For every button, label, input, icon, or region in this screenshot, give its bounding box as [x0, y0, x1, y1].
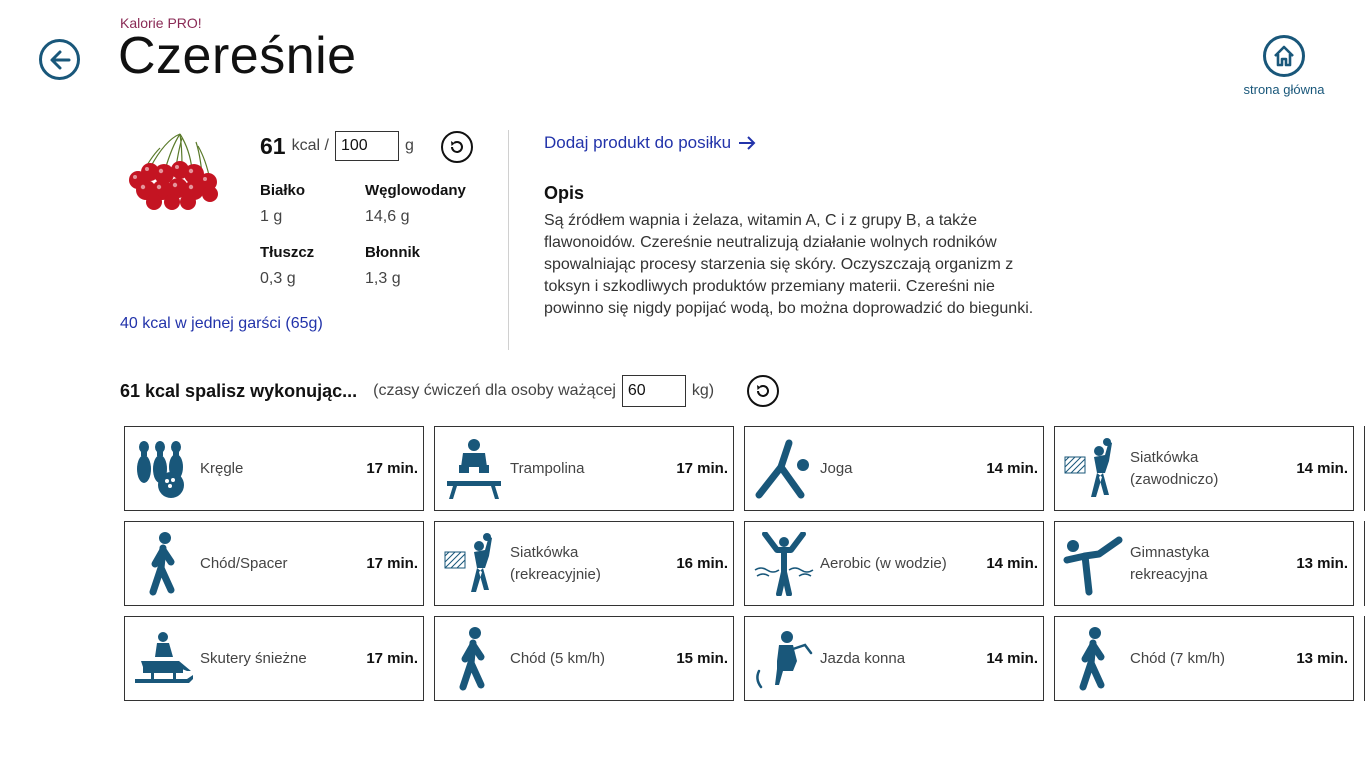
exercise-tile-bowling[interactable]: [124, 426, 424, 511]
nutrient-value-fat: 0,3 g: [260, 270, 296, 287]
nutrient-value-protein: 1 g: [260, 208, 283, 225]
volleyball-icon: [443, 532, 505, 596]
weight-prefix: (czasy ćwiczeń dla osoby ważącej: [373, 382, 616, 399]
description-heading: Opis: [544, 183, 585, 203]
exercise-name: Gimnastyka rekreacyjna: [1130, 543, 1210, 583]
gymnastics-icon: [1063, 532, 1125, 596]
yoga-icon: [753, 437, 815, 501]
trampoline-icon: [443, 437, 505, 501]
exercise-time: 14 min.: [986, 650, 1038, 667]
exercise-time: 17 min.: [366, 460, 418, 477]
nutrient-label-fat: Tłuszcz: [260, 244, 315, 261]
nutrient-label-carbs: Węglowodany: [365, 182, 466, 199]
reset-portion-button[interactable]: [441, 131, 473, 163]
exercise-tile-water-aerobics[interactable]: [744, 521, 1044, 606]
refresh-icon: [754, 382, 772, 400]
nutrient-value-fiber: 1,3 g: [365, 270, 401, 287]
weight-suffix: kg): [691, 382, 715, 399]
exercise-tile-walking[interactable]: [124, 521, 424, 606]
exercise-heading: 61 kcal spalisz wykonując...: [120, 380, 358, 401]
exercise-tile-trampoline[interactable]: [434, 426, 734, 511]
exercise-time: 16 min.: [676, 555, 728, 572]
walking-icon: [443, 627, 505, 691]
exercise-name: Joga: [820, 459, 853, 477]
add-to-meal-label: Dodaj produkt do posiłku: [544, 133, 732, 152]
exercise-name: Trampolina: [510, 459, 585, 477]
exercise-time: 14 min.: [1296, 460, 1348, 477]
page-title: Czereśnie: [118, 27, 357, 85]
walking-icon: [1063, 627, 1125, 691]
exercise-time: 14 min.: [986, 555, 1038, 572]
exercise-name: Chód (7 km/h): [1130, 649, 1226, 667]
walking-icon: [133, 532, 195, 596]
weight-input[interactable]: [622, 375, 686, 407]
exercise-name: Siatkówka (rekreacyjnie): [510, 543, 601, 583]
app-name: Kalorie PRO!: [120, 15, 202, 31]
exercise-tile-gymnastics[interactable]: [1054, 521, 1354, 606]
bowling-icon: [133, 437, 195, 501]
exercise-name: Chód (5 km/h): [510, 649, 606, 667]
handful-link[interactable]: 40 kcal w jednej garści (65g): [120, 315, 323, 332]
exercise-tile-horse-riding[interactable]: [744, 616, 1044, 701]
kcal-value: 61: [260, 132, 286, 159]
vertical-divider: [508, 130, 509, 350]
exercise-name: Chód/Spacer: [200, 554, 288, 572]
nutrient-label-protein: Białko: [260, 182, 306, 199]
exercise-time: 13 min.: [1296, 650, 1348, 667]
exercise-time: 14 min.: [986, 460, 1038, 477]
portion-input[interactable]: [335, 131, 399, 161]
snowmobile-icon: [133, 627, 195, 691]
nutrient-label-fiber: Błonnik: [365, 244, 420, 261]
kcal-unit: kcal /: [291, 137, 329, 154]
home-icon: [1272, 44, 1296, 68]
exercise-time: 17 min.: [676, 460, 728, 477]
home-label[interactable]: strona główna: [1243, 82, 1325, 97]
exercise-name: Jazda konna: [820, 649, 906, 667]
back-button[interactable]: [39, 39, 80, 80]
add-to-meal-link[interactable]: [544, 133, 757, 153]
exercise-time: 17 min.: [366, 555, 418, 572]
exercise-tile-walking-5kmh[interactable]: [434, 616, 734, 701]
exercise-header: [120, 375, 714, 407]
exercise-tile-volleyball-competitive[interactable]: [1054, 426, 1354, 511]
exercise-tile-walking-7kmh[interactable]: [1054, 616, 1354, 701]
exercise-tile-snowmobile[interactable]: [124, 616, 424, 701]
water-aerobics-icon: [753, 532, 815, 596]
exercise-name: Kręgle: [200, 459, 244, 477]
exercise-time: 13 min.: [1296, 555, 1348, 572]
product-image: [120, 128, 230, 212]
description-text: Są źródłem wapnia i żelaza, witamin A, C i z grupy B, a także flawonoidów. Czereśnie neutralizują działanie wolnych rodników spowalniając procesy starzenia się skóry. Oczyszczają organizm z toksyn i szkodliwych produktów przemiany materii. Czereśni nie powinno się nigdy popijać wodą, bo można doprowadzić do biegunki.: [544, 212, 1034, 317]
exercise-time: 17 min.: [366, 650, 418, 667]
refresh-icon: [448, 138, 466, 156]
kcal-per-portion: [260, 131, 414, 161]
exercise-tile-yoga[interactable]: [744, 426, 1044, 511]
exercise-time: 15 min.: [676, 650, 728, 667]
exercise-name: Aerobic (w wodzie): [820, 554, 947, 572]
horse-riding-icon: [753, 627, 815, 691]
volleyball-icon: [1063, 437, 1125, 501]
portion-unit: g: [404, 137, 414, 154]
exercise-name: Siatkówka (zawodniczo): [1130, 448, 1219, 488]
arrow-left-icon: [48, 48, 72, 72]
home-button[interactable]: [1263, 35, 1305, 77]
reset-weight-button[interactable]: [747, 375, 779, 407]
exercise-name: Skutery śnieżne: [200, 649, 307, 667]
nutrient-value-carbs: 14,6 g: [365, 208, 410, 225]
exercise-tile-volleyball-recreational[interactable]: [434, 521, 734, 606]
arrow-right-icon: [737, 135, 757, 151]
